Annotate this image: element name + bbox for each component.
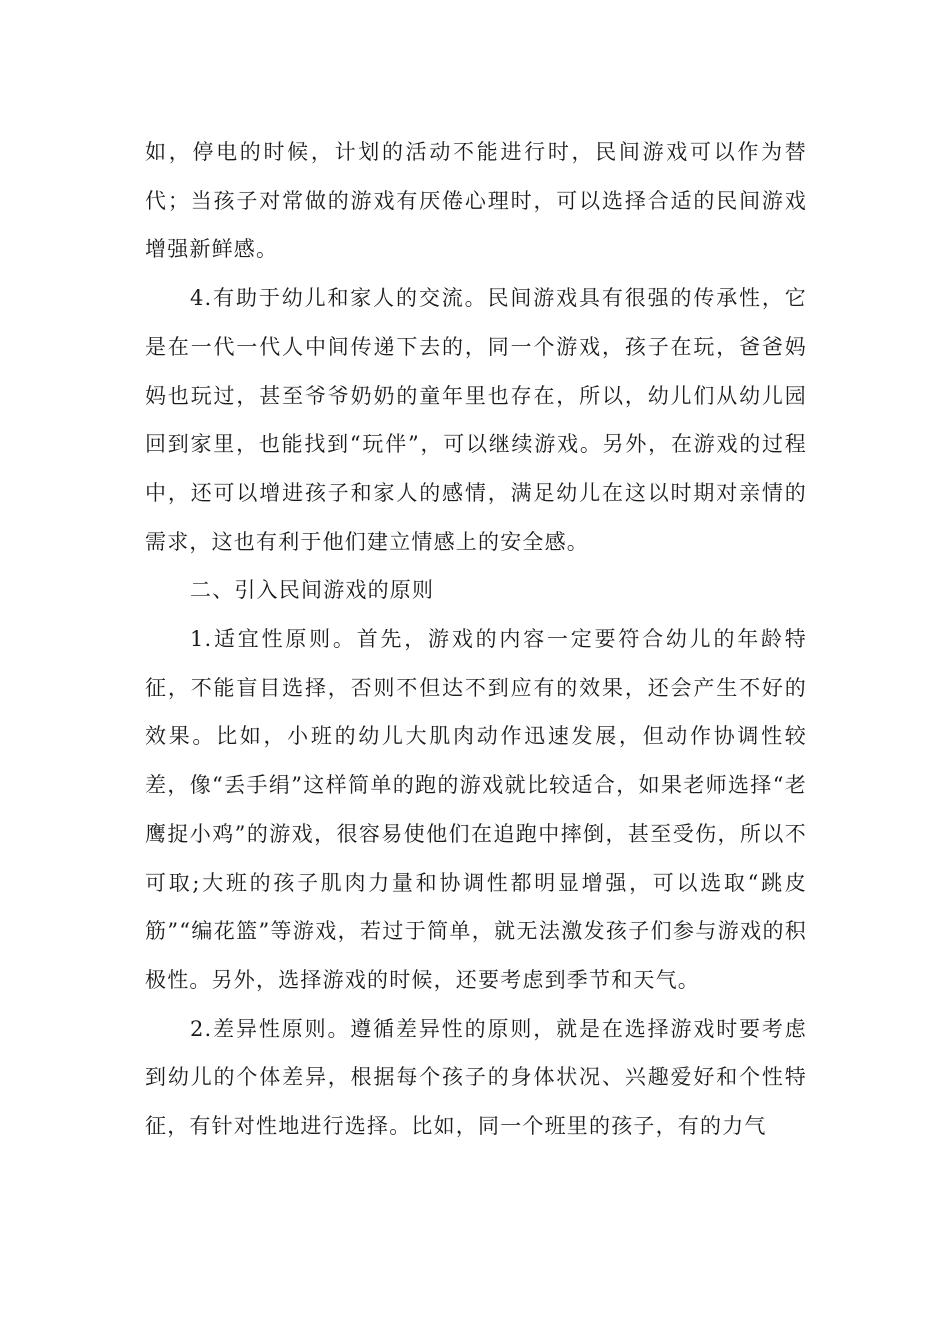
paragraph-continuation: 如，停电的时候，计划的活动不能进行时，民间游戏可以作为替代；当孩子对常做的游戏有厌倦心理时，可以选择合适的民间游戏增强新鲜感。	[145, 140, 807, 262]
paragraph-family-communication: 4.有助于幼儿和家人的交流。民间游戏具有很强的传承性，它是在一代一代人中间传递下去的，同一个游戏，孩子在玩，爸爸妈妈也玩过，甚至爷爷奶奶的童年里也存在，所以，幼儿们从幼儿园回到家里，也能找到“玩伴”，可以继续游戏。另外，在游戏的过程中，还可以增进孩子和家人的感情，满足幼儿在这以时期对亲情的需求，这也有利于他们建立情感上的安全感。	[145, 286, 807, 554]
section-heading-principles: 二、引入民间游戏的原则	[190, 578, 435, 603]
paragraph-difference-principle: 2.差异性原则。遵循差异性的原则，就是在选择游戏时要考虑到幼儿的个体差异，根据每个孩子的身体状况、兴趣爱好和个性特征，有针对性地进行选择。比如，同一个班里的孩子，有的力气	[145, 1016, 807, 1139]
document-body	[145, 128, 807, 1151]
paragraph-suitability-principle: 1.适宜性原则。首先，游戏的内容一定要符合幼儿的年龄特征，不能盲目选择，否则不但达不到应有的效果，还会产生不好的效果。比如，小班的幼儿大肌肉动作迅速发展，但动作协调性较差，像“丢手绢”这样简单的跑的游戏就比较适合，如果老师选择“老鹰捉小鸡”的游戏，很容易使他们在追跑中摔倒，甚至受伤，所以不可取;大班的孩子肌肉力量和协调性都明显增强，可以选取“跳皮筋”“编花篮”等游戏，若过于简单，就无法激发孩子们参与游戏的积极性。另外，选择游戏的时候，还要考虑到季节和天气。	[145, 627, 807, 992]
